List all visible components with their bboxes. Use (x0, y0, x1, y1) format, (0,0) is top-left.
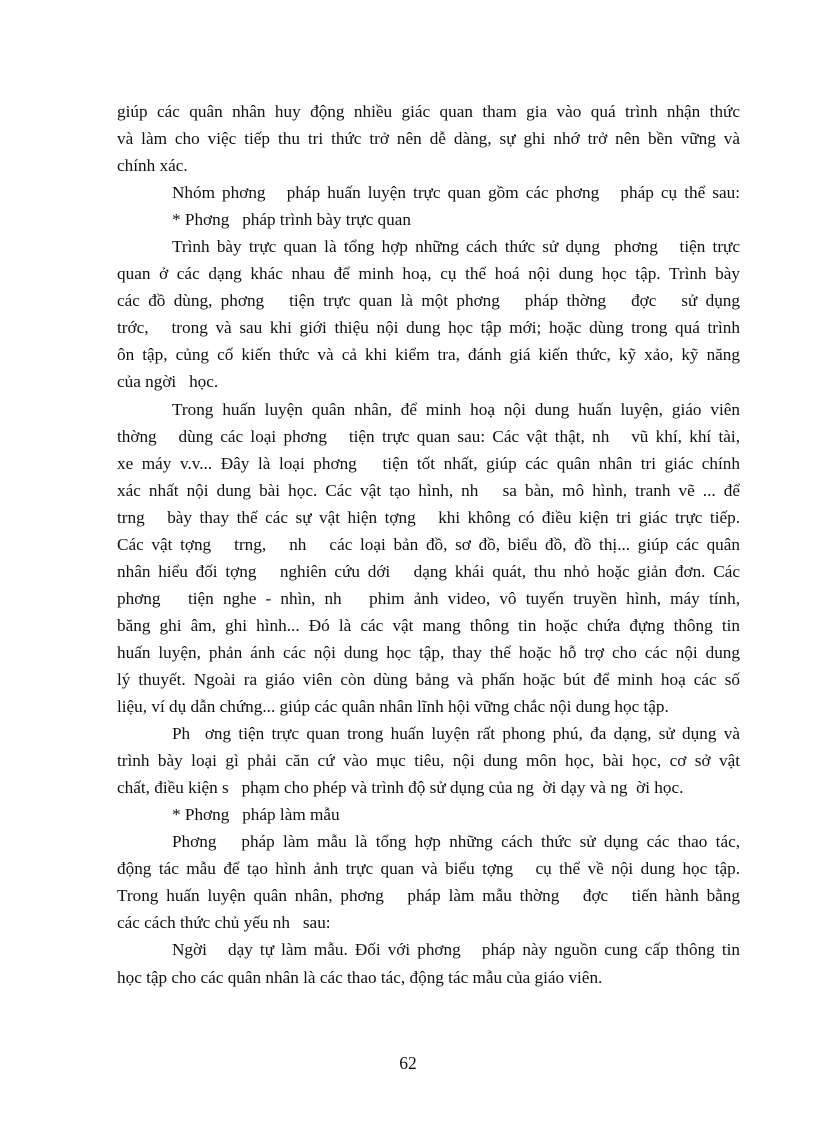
text-line: phơng tiện nghe - nhìn, nh phim ảnh video, vô tuyến truyền hình, máy tính, (117, 588, 740, 608)
text-line: lý thuyết. Ngoài ra giáo viên còn dùng bảng và phấn hoặc bút để minh hoạ các số (117, 669, 740, 689)
text-line: Ph ơng tiện trực quan trong huấn luyện rất phong phú, đa dạng, sử dụng và (172, 724, 740, 744)
text-line: Các vật tợng trng, nh các loại bản đồ, sơ đồ, biểu đồ, đồ thị... giúp các quân (117, 534, 740, 554)
text-line: ôn tập, củng cố kiến thức và cả khi kiểm tra, đánh giá kiến thức, kỹ xảo, kỹ năng (117, 345, 740, 365)
text-line: các cách thức chủ yếu nh sau: (117, 913, 331, 933)
text-line: thờng dùng các loại phơng tiện trực quan sau: Các vật thật, nh vũ khí, khí tài, (117, 426, 740, 446)
text-line: huấn luyện, phản ánh các nội dung học tập, thay thế hoặc hỗ trợ cho các nội dung (117, 642, 740, 662)
text-line: chất, điều kiện s phạm cho phép và trình độ sử dụng của ng ời dạy và ng ời học. (117, 778, 684, 798)
text-line: và làm cho việc tiếp thu tri thức trở nên dễ dàng, sự ghi nhớ trở nên bền vững và (117, 129, 740, 149)
text-line: nhân hiểu đối tợng nghiên cứu dới dạng khái quát, thu nhỏ hoặc giản đơn. Các (117, 561, 740, 581)
text-line: xác nhất nội dung bài học. Các vật tạo hình, nh sa bàn, mô hình, tranh vẽ ... để (117, 480, 740, 500)
text-line: băng ghi âm, ghi hình... Đó là các vật mang thông tin hoặc chứa đựng thông tin (117, 615, 740, 635)
text-line: của ngời học. (117, 372, 219, 392)
text-line: trớc, trong và sau khi giới thiệu nội dung học tập mới; hoặc dùng trong quá trình (117, 318, 740, 338)
text-line: xe máy v.v... Đây là loại phơng tiện tốt nhất, giúp các quân nhân tri giác chính (117, 453, 740, 473)
text-line: Nhóm phơng pháp huấn luyện trực quan gồm các phơng pháp cụ thể sau: (172, 183, 740, 203)
text-line: Trong huấn luyện quân nhân, phơng pháp làm mẫu thờng đợc tiến hành bằng (117, 886, 740, 906)
text-line: trng bày thay thế các sự vật hiện tợng khi không có điều kiện tri giác trực tiếp. (117, 507, 740, 527)
text-line: Phơng pháp làm mẫu là tổng hợp những cách thức sử dụng các thao tác, (172, 832, 740, 852)
text-line: các đồ dùng, phơng tiện trực quan là một phơng pháp thờng đợc sử dụng (117, 291, 740, 311)
text-line: liệu, ví dụ dẫn chứng... giúp các quân nhân lĩnh hội vững chắc nội dung học tập. (117, 697, 669, 717)
text-line: Trình bày trực quan là tổng hợp những cách thức sử dụng phơng tiện trực (172, 237, 740, 257)
text-line: giúp các quân nhân huy động nhiều giác quan tham gia vào quá trình nhận thức (117, 102, 740, 121)
text-line: học tập cho các quân nhân là các thao tác, động tác mẫu của giáo viên. (117, 967, 603, 987)
text-line: chính xác. (117, 156, 188, 176)
text-line: động tác mẫu để tạo hình ảnh trực quan và biểu tợng cụ thể về nội dung học tập. (117, 859, 740, 879)
text-line: * Phơng pháp làm mẫu (172, 805, 340, 825)
body-text (117, 98, 740, 991)
text-line: Ngời dạy tự làm mẫu. Đối với phơng pháp này nguồn cung cấp thông tin (172, 940, 740, 960)
text-line: * Phơng pháp trình bày trực quan (172, 210, 411, 230)
text-line: Trong huấn luyện quân nhân, để minh hoạ nội dung huấn luyện, giáo viên (172, 399, 740, 419)
text-line: quan ở các dạng khác nhau để minh hoạ, cụ thể hoá nội dung học tập. Trình bày (117, 264, 740, 284)
text-line: trình bày loại gì phải căn cứ vào mục tiêu, nội dung môn học, bài học, cơ sở vật (117, 751, 740, 771)
page-number: 62 (399, 1053, 417, 1073)
